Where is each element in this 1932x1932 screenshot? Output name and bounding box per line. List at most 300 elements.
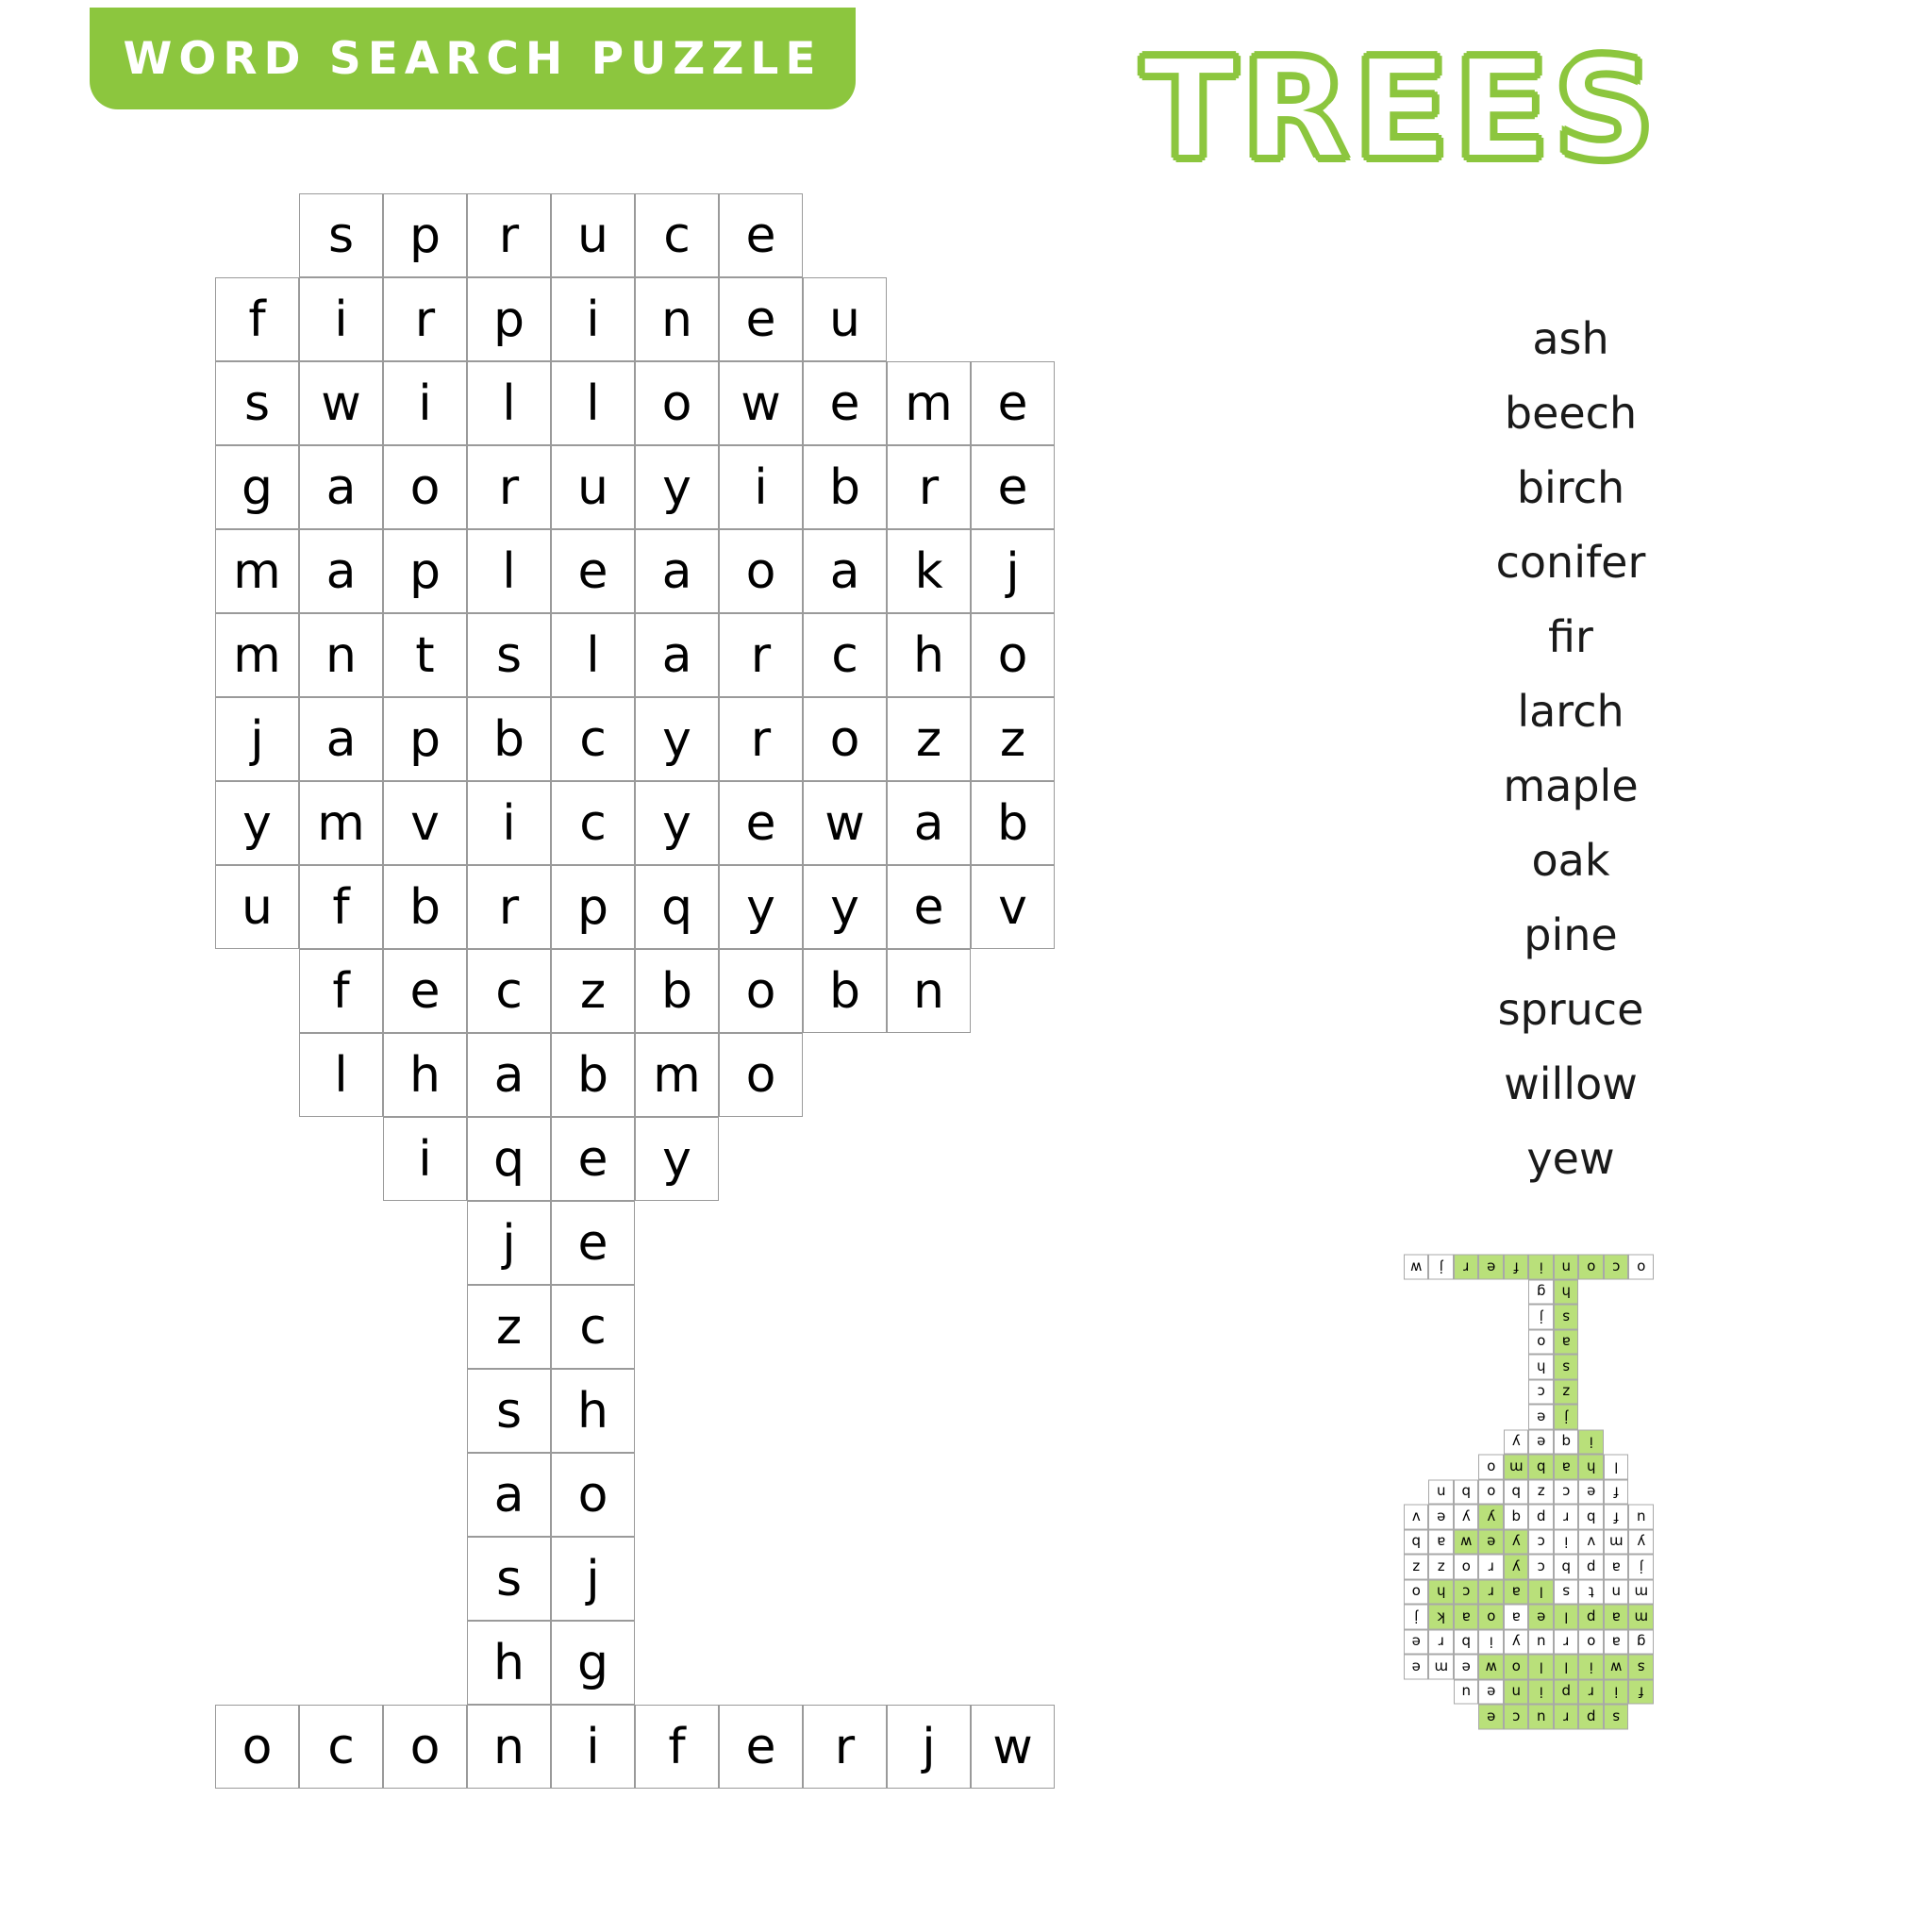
grid-cell[interactable]: e	[1404, 1655, 1429, 1680]
grid-cell[interactable]: e	[971, 361, 1055, 445]
grid-cell-empty	[887, 1033, 971, 1117]
grid-cell-empty	[803, 1117, 887, 1201]
grid-cell[interactable]: c	[467, 949, 551, 1033]
grid-cell-empty	[1579, 1330, 1605, 1356]
grid-cell[interactable]: c	[1504, 1705, 1529, 1730]
grid-cell-empty	[1429, 1705, 1455, 1730]
grid-row	[215, 529, 1055, 613]
grid-cell-empty	[887, 1537, 971, 1621]
grid-cell[interactable]: e	[1479, 1255, 1505, 1280]
grid-cell[interactable]: y	[1479, 1505, 1505, 1530]
grid-cell[interactable]: f	[299, 865, 383, 949]
grid-cell[interactable]: u	[551, 445, 635, 529]
grid-cell[interactable]: i	[1579, 1430, 1605, 1456]
grid-cell[interactable]: r	[887, 445, 971, 529]
grid-cell-empty	[1504, 1405, 1529, 1430]
grid-cell-empty	[1454, 1330, 1479, 1356]
grid-cell[interactable]: e	[719, 277, 803, 361]
grid-cell[interactable]: o	[1479, 1480, 1505, 1506]
grid-cell[interactable]: i	[719, 445, 803, 529]
grid-cell[interactable]: o	[1504, 1655, 1529, 1680]
grid-cell[interactable]: p	[1579, 1705, 1605, 1730]
grid-cell[interactable]: e	[1479, 1705, 1505, 1730]
grid-cell[interactable]: z	[1404, 1555, 1429, 1580]
grid-cell-empty	[719, 1621, 803, 1705]
grid-cell[interactable]: a	[467, 1033, 551, 1117]
grid-cell[interactable]: m	[887, 361, 971, 445]
grid-cell[interactable]: n	[635, 277, 719, 361]
grid-cell[interactable]: z	[551, 949, 635, 1033]
grid-cell[interactable]: w	[971, 1705, 1055, 1789]
grid-cell[interactable]: b	[1454, 1630, 1479, 1656]
grid-cell[interactable]: a	[803, 529, 887, 613]
grid-cell[interactable]: e	[803, 361, 887, 445]
grid-cell[interactable]: j	[467, 1201, 551, 1285]
grid-cell[interactable]: w	[803, 781, 887, 865]
grid-cell[interactable]: j	[1429, 1255, 1455, 1280]
grid-row	[1404, 1655, 1654, 1680]
grid-cell[interactable]: r	[1554, 1505, 1579, 1530]
grid-cell[interactable]: z	[1429, 1555, 1455, 1580]
grid-cell[interactable]: e	[551, 1201, 635, 1285]
grid-cell[interactable]: i	[1479, 1630, 1505, 1656]
grid-cell[interactable]: s	[467, 613, 551, 697]
grid-cell[interactable]: z	[971, 697, 1055, 781]
grid-cell[interactable]: j	[1529, 1305, 1555, 1330]
grid-cell[interactable]: u	[1629, 1505, 1655, 1530]
grid-cell[interactable]: m	[215, 529, 299, 613]
grid-cell[interactable]: u	[1529, 1630, 1555, 1656]
grid-cell[interactable]: m	[1504, 1455, 1529, 1480]
grid-cell[interactable]: w	[1454, 1530, 1479, 1556]
grid-cell[interactable]: r	[1479, 1580, 1505, 1606]
grid-cell-empty	[1629, 1430, 1655, 1456]
grid-cell[interactable]: y	[635, 445, 719, 529]
grid-cell[interactable]: e	[1479, 1680, 1505, 1706]
grid-cell[interactable]: n	[299, 613, 383, 697]
grid-cell[interactable]: l	[1554, 1655, 1579, 1680]
grid-cell[interactable]: b	[1504, 1480, 1529, 1506]
page-title: TREES	[1141, 28, 1659, 191]
grid-cell[interactable]: i	[299, 277, 383, 361]
grid-cell-empty	[887, 1285, 971, 1369]
grid-cell[interactable]: b	[803, 445, 887, 529]
grid-cell[interactable]: f	[299, 949, 383, 1033]
grid-cell[interactable]: e	[719, 1705, 803, 1789]
grid-cell[interactable]: o	[635, 361, 719, 445]
grid-cell[interactable]: a	[299, 697, 383, 781]
grid-cell[interactable]: r	[1554, 1705, 1579, 1730]
grid-cell[interactable]: j	[551, 1537, 635, 1621]
grid-cell-empty	[635, 1201, 719, 1285]
grid-cell[interactable]: w	[1604, 1655, 1629, 1680]
grid-cell[interactable]: c	[551, 781, 635, 865]
grid-cell-empty	[1629, 1455, 1655, 1480]
grid-cell-empty	[1429, 1430, 1455, 1456]
grid-cell[interactable]: g	[551, 1621, 635, 1705]
grid-cell[interactable]: u	[803, 277, 887, 361]
grid-cell-empty	[803, 1285, 887, 1369]
grid-cell[interactable]: r	[803, 1705, 887, 1789]
grid-cell[interactable]: u	[1454, 1680, 1479, 1706]
grid-cell[interactable]: h	[1554, 1280, 1579, 1306]
grid-cell[interactable]: e	[971, 445, 1055, 529]
grid-cell[interactable]: o	[719, 1033, 803, 1117]
grid-cell[interactable]: c	[803, 613, 887, 697]
grid-cell[interactable]: a	[1429, 1530, 1455, 1556]
grid-cell[interactable]: h	[467, 1621, 551, 1705]
grid-cell[interactable]: h	[887, 613, 971, 697]
grid-cell[interactable]: p	[1579, 1605, 1605, 1630]
grid-cell[interactable]: o	[215, 1705, 299, 1789]
grid-cell[interactable]: z	[1529, 1480, 1555, 1506]
grid-cell[interactable]: q	[467, 1117, 551, 1201]
grid-cell[interactable]: f	[635, 1705, 719, 1789]
grid-cell-empty	[299, 1201, 383, 1285]
grid-cell[interactable]: i	[551, 1705, 635, 1789]
grid-cell[interactable]: c	[1529, 1380, 1555, 1406]
grid-cell[interactable]: o	[383, 445, 467, 529]
grid-cell-empty	[215, 1453, 299, 1537]
grid-cell[interactable]: y	[1504, 1530, 1529, 1556]
grid-cell[interactable]: y	[215, 781, 299, 865]
grid-cell[interactable]: a	[299, 445, 383, 529]
grid-cell-empty	[1404, 1680, 1429, 1706]
grid-cell[interactable]: r	[1479, 1555, 1505, 1580]
grid-cell[interactable]: a	[1604, 1555, 1629, 1580]
grid-cell[interactable]: a	[635, 613, 719, 697]
grid-cell[interactable]: o	[971, 613, 1055, 697]
word-list-item: fir	[1548, 611, 1593, 662]
grid-cell[interactable]: i	[1579, 1655, 1605, 1680]
grid-cell[interactable]: i	[1529, 1680, 1555, 1706]
grid-cell[interactable]: c	[1529, 1555, 1555, 1580]
grid-cell[interactable]: s	[1554, 1305, 1579, 1330]
grid-cell-empty	[971, 1033, 1055, 1117]
grid-cell[interactable]: w	[719, 361, 803, 445]
grid-row	[215, 1453, 1055, 1537]
grid-cell[interactable]: i	[467, 781, 551, 865]
grid-cell[interactable]: r	[1554, 1630, 1579, 1656]
grid-cell[interactable]: p	[1529, 1505, 1555, 1530]
grid-cell[interactable]: p	[1554, 1680, 1579, 1706]
grid-cell[interactable]: i	[551, 277, 635, 361]
grid-cell[interactable]: r	[1429, 1630, 1455, 1656]
grid-cell[interactable]: o	[719, 949, 803, 1033]
grid-cell-empty	[1454, 1705, 1479, 1730]
grid-cell[interactable]: t	[383, 613, 467, 697]
grid-cell[interactable]: f	[1604, 1480, 1629, 1506]
grid-cell[interactable]: o	[1579, 1255, 1605, 1280]
grid-cell[interactable]: c	[299, 1705, 383, 1789]
grid-cell[interactable]: f	[1504, 1255, 1529, 1280]
grid-cell[interactable]: l	[1604, 1455, 1629, 1480]
grid-cell[interactable]: o	[1454, 1555, 1479, 1580]
grid-cell[interactable]: i	[383, 361, 467, 445]
grid-cell-empty	[1454, 1380, 1479, 1406]
grid-cell[interactable]: l	[1554, 1605, 1579, 1630]
grid-cell[interactable]: p	[1579, 1555, 1605, 1580]
word-list	[1415, 302, 1726, 1196]
grid-cell-empty	[1604, 1305, 1629, 1330]
grid-cell[interactable]: s	[467, 1537, 551, 1621]
grid-row	[215, 1201, 1055, 1285]
grid-cell[interactable]: l	[551, 361, 635, 445]
grid-cell[interactable]: r	[467, 445, 551, 529]
grid-cell[interactable]: b	[383, 865, 467, 949]
grid-cell[interactable]: j	[887, 1705, 971, 1789]
grid-cell[interactable]: q	[635, 865, 719, 949]
grid-cell[interactable]: r	[383, 277, 467, 361]
grid-row	[1404, 1280, 1654, 1306]
grid-cell[interactable]: y	[635, 781, 719, 865]
grid-cell[interactable]: a	[1604, 1630, 1629, 1656]
grid-cell-empty	[635, 1369, 719, 1453]
grid-cell[interactable]: y	[635, 697, 719, 781]
grid-cell[interactable]: v	[1404, 1505, 1429, 1530]
grid-cell[interactable]: h	[383, 1033, 467, 1117]
grid-cell[interactable]: a	[1554, 1330, 1579, 1356]
grid-cell[interactable]: b	[1404, 1530, 1429, 1556]
grid-cell[interactable]: v	[971, 865, 1055, 949]
grid-cell[interactable]: s	[1554, 1580, 1579, 1606]
grid-cell[interactable]: y	[1504, 1430, 1529, 1456]
grid-cell-empty	[1404, 1305, 1429, 1330]
grid-cell[interactable]: o	[383, 1705, 467, 1789]
grid-cell[interactable]: m	[299, 781, 383, 865]
grid-cell[interactable]: b	[971, 781, 1055, 865]
grid-cell[interactable]: b	[803, 949, 887, 1033]
grid-cell[interactable]: o	[1529, 1330, 1555, 1356]
grid-cell[interactable]: j	[1404, 1605, 1429, 1630]
grid-cell[interactable]: o	[1479, 1605, 1505, 1630]
grid-cell[interactable]: y	[1454, 1505, 1479, 1530]
grid-cell[interactable]: w	[1404, 1255, 1429, 1280]
grid-cell[interactable]: z	[1554, 1380, 1579, 1406]
grid-cell[interactable]: j	[1629, 1555, 1655, 1580]
grid-cell[interactable]: a	[1454, 1605, 1479, 1630]
grid-cell[interactable]: u	[1529, 1705, 1555, 1730]
grid-cell-empty	[299, 1285, 383, 1369]
grid-cell-empty	[635, 1537, 719, 1621]
grid-cell[interactable]: p	[383, 529, 467, 613]
grid-cell[interactable]: b	[1529, 1455, 1555, 1480]
grid-cell[interactable]: c	[551, 1285, 635, 1369]
grid-cell-empty	[1404, 1430, 1429, 1456]
grid-cell[interactable]: k	[1429, 1605, 1455, 1630]
grid-cell[interactable]: e	[1579, 1480, 1605, 1506]
grid-cell[interactable]: r	[467, 193, 551, 277]
grid-cell[interactable]: w	[1479, 1655, 1505, 1680]
grid-cell[interactable]: l	[551, 613, 635, 697]
grid-cell[interactable]: z	[467, 1285, 551, 1369]
grid-cell[interactable]: w	[299, 361, 383, 445]
grid-cell[interactable]: i	[1604, 1680, 1629, 1706]
grid-cell[interactable]: f	[1604, 1505, 1629, 1530]
grid-cell[interactable]: p	[383, 193, 467, 277]
grid-cell[interactable]: b	[1454, 1480, 1479, 1506]
grid-cell[interactable]: l	[1529, 1655, 1555, 1680]
grid-cell[interactable]: r	[467, 865, 551, 949]
grid-cell[interactable]: m	[635, 1033, 719, 1117]
grid-cell[interactable]: t	[1579, 1580, 1605, 1606]
grid-cell[interactable]: o	[1579, 1630, 1605, 1656]
grid-cell[interactable]: e	[1454, 1655, 1479, 1680]
grid-cell[interactable]: r	[719, 697, 803, 781]
grid-cell[interactable]: h	[551, 1369, 635, 1453]
grid-cell[interactable]: e	[383, 949, 467, 1033]
grid-cell[interactable]: p	[467, 277, 551, 361]
grid-cell[interactable]: m	[1429, 1655, 1455, 1680]
grid-cell[interactable]: y	[719, 865, 803, 949]
grid-cell[interactable]: l	[299, 1033, 383, 1117]
grid-row	[215, 445, 1055, 529]
grid-cell[interactable]: i	[1554, 1530, 1579, 1556]
grid-cell[interactable]: r	[1454, 1255, 1479, 1280]
grid-cell-empty	[1454, 1305, 1479, 1330]
grid-cell[interactable]: o	[1404, 1580, 1429, 1606]
grid-cell[interactable]: b	[467, 697, 551, 781]
grid-cell[interactable]: a	[1504, 1580, 1529, 1606]
grid-cell[interactable]: o	[1479, 1455, 1505, 1480]
grid-cell[interactable]: u	[215, 865, 299, 949]
grid-cell[interactable]: g	[1529, 1280, 1555, 1306]
grid-cell[interactable]: y	[635, 1117, 719, 1201]
grid-cell[interactable]: o	[1629, 1255, 1655, 1280]
grid-cell[interactable]: n	[1604, 1580, 1629, 1606]
grid-cell[interactable]: y	[1504, 1630, 1529, 1656]
grid-cell[interactable]: f	[215, 277, 299, 361]
grid-cell[interactable]: l	[467, 361, 551, 445]
grid-cell[interactable]: p	[551, 865, 635, 949]
grid-cell-empty	[299, 1453, 383, 1537]
grid-cell[interactable]: a	[1504, 1605, 1529, 1630]
grid-cell[interactable]: s	[467, 1369, 551, 1453]
grid-cell-empty	[971, 193, 1055, 277]
word-list-item: conifer	[1495, 537, 1646, 588]
grid-row	[1404, 1480, 1654, 1506]
grid-cell[interactable]: j	[1554, 1405, 1579, 1430]
grid-cell[interactable]: l	[1529, 1580, 1555, 1606]
grid-cell[interactable]: a	[887, 781, 971, 865]
grid-cell[interactable]: z	[887, 697, 971, 781]
grid-cell[interactable]: s	[1604, 1705, 1629, 1730]
grid-cell[interactable]: n	[1429, 1480, 1455, 1506]
grid-cell[interactable]: y	[803, 865, 887, 949]
grid-cell[interactable]: i	[383, 1117, 467, 1201]
grid-cell[interactable]: y	[1504, 1555, 1529, 1580]
grid-cell-empty	[1629, 1480, 1655, 1506]
grid-cell[interactable]: e	[1404, 1630, 1429, 1656]
grid-cell[interactable]: o	[719, 529, 803, 613]
grid-row	[1404, 1405, 1654, 1430]
grid-cell[interactable]: h	[1579, 1455, 1605, 1480]
grid-cell[interactable]: r	[719, 613, 803, 697]
grid-cell[interactable]: s	[1629, 1655, 1655, 1680]
grid-cell[interactable]: q	[1554, 1430, 1579, 1456]
grid-cell[interactable]: c	[1554, 1480, 1579, 1506]
grid-cell[interactable]: c	[1454, 1580, 1479, 1606]
grid-cell[interactable]: m	[1629, 1580, 1655, 1606]
grid-cell[interactable]: e	[1479, 1530, 1505, 1556]
grid-cell[interactable]: e	[551, 1117, 635, 1201]
grid-cell[interactable]: m	[215, 613, 299, 697]
grid-cell[interactable]: k	[887, 529, 971, 613]
grid-cell[interactable]: j	[971, 529, 1055, 613]
grid-cell-empty	[1629, 1280, 1655, 1306]
grid-cell[interactable]: a	[1554, 1455, 1579, 1480]
grid-cell[interactable]: n	[1504, 1680, 1529, 1706]
grid-cell[interactable]: b	[551, 1033, 635, 1117]
grid-cell[interactable]: m	[1629, 1605, 1655, 1630]
grid-cell[interactable]: a	[299, 529, 383, 613]
grid-cell[interactable]: e	[551, 529, 635, 613]
grid-cell[interactable]: e	[719, 193, 803, 277]
grid-cell-empty	[215, 1201, 299, 1285]
grid-cell[interactable]: v	[383, 781, 467, 865]
grid-cell[interactable]: h	[1529, 1355, 1555, 1380]
grid-cell[interactable]: c	[1604, 1255, 1629, 1280]
grid-cell-empty	[1479, 1430, 1505, 1456]
grid-cell[interactable]: e	[719, 781, 803, 865]
grid-cell[interactable]: i	[1529, 1255, 1555, 1280]
grid-cell[interactable]: s	[215, 361, 299, 445]
grid-cell[interactable]: o	[803, 697, 887, 781]
grid-cell[interactable]: a	[1604, 1605, 1629, 1630]
grid-cell[interactable]: a	[467, 1453, 551, 1537]
grid-cell-empty	[971, 1453, 1055, 1537]
grid-cell[interactable]: s	[1554, 1355, 1579, 1380]
grid-cell[interactable]: e	[1529, 1405, 1555, 1430]
grid-cell[interactable]: n	[887, 949, 971, 1033]
grid-cell[interactable]: p	[383, 697, 467, 781]
grid-cell[interactable]: a	[635, 529, 719, 613]
grid-cell-empty	[887, 1117, 971, 1201]
grid-cell[interactable]: e	[1529, 1430, 1555, 1456]
grid-cell[interactable]: q	[1504, 1505, 1529, 1530]
grid-cell[interactable]: l	[467, 529, 551, 613]
grid-cell[interactable]: c	[635, 193, 719, 277]
grid-cell[interactable]: c	[1529, 1530, 1555, 1556]
grid-cell[interactable]: v	[1579, 1530, 1605, 1556]
grid-cell[interactable]: m	[1604, 1530, 1629, 1556]
word-list-item: larch	[1517, 686, 1624, 737]
grid-cell[interactable]: j	[215, 697, 299, 781]
grid-cell-empty	[1479, 1405, 1505, 1430]
grid-cell[interactable]: n	[1554, 1255, 1579, 1280]
grid-cell[interactable]: y	[1629, 1530, 1655, 1556]
grid-cell[interactable]: h	[1429, 1580, 1455, 1606]
grid-cell[interactable]: c	[551, 697, 635, 781]
grid-cell-empty	[1629, 1405, 1655, 1430]
grid-cell[interactable]: b	[1579, 1505, 1605, 1530]
grid-cell[interactable]: n	[467, 1705, 551, 1789]
grid-cell-empty	[635, 1285, 719, 1369]
grid-row	[1404, 1455, 1654, 1480]
grid-cell[interactable]: s	[299, 193, 383, 277]
grid-cell[interactable]: b	[1554, 1555, 1579, 1580]
grid-cell[interactable]: f	[1629, 1680, 1655, 1706]
grid-cell[interactable]: u	[551, 193, 635, 277]
grid-cell[interactable]: b	[635, 949, 719, 1033]
grid-cell[interactable]: r	[1579, 1680, 1605, 1706]
grid-cell[interactable]: g	[1629, 1630, 1655, 1656]
grid-cell[interactable]: g	[215, 445, 299, 529]
grid-cell[interactable]: e	[1429, 1505, 1455, 1530]
grid-cell[interactable]: e	[1529, 1605, 1555, 1630]
grid-cell[interactable]: e	[887, 865, 971, 949]
grid-cell[interactable]: o	[551, 1453, 635, 1537]
